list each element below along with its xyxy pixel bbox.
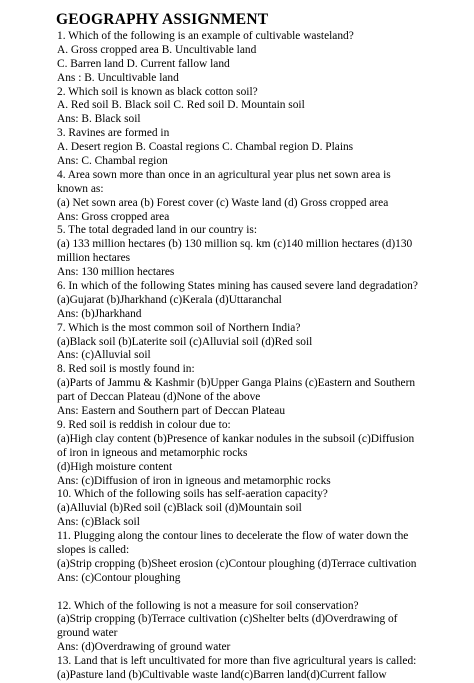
text-line: 6. In which of the following States mining has caused severe land degradation?	[57, 280, 418, 293]
text-line: Ans: (c)Contour ploughing	[57, 571, 181, 584]
text-line: (d)High moisture content	[57, 460, 173, 473]
document-title: GEOGRAPHY ASSIGNMENT	[56, 11, 269, 28]
text-line: Ans : B. Uncultivable land	[57, 71, 179, 84]
text-line: Ans: C. Chambal region	[57, 155, 168, 168]
text-line: A. Desert region B. Coastal regions C. Chambal region D. Plains	[57, 141, 354, 154]
text-line: Ans: (c)Alluvial soil	[57, 349, 151, 362]
text-line: million hectares	[57, 252, 131, 265]
text-line: ground water	[57, 627, 118, 640]
text-line: 13. Land that is left uncultivated for more than five agricultural years is called:	[57, 655, 417, 668]
text-line: 10. Which of the following soils has self-aeration capacity?	[57, 488, 328, 501]
text-line: 9. Red soil is reddish in colour due to:	[57, 418, 231, 431]
text-line: slopes is called:	[57, 543, 130, 556]
text-line: C. Barren land D. Current fallow land	[57, 57, 230, 70]
text-line: Ans: (c)Diffusion of iron in igneous and metamorphic rocks	[57, 474, 331, 487]
text-line: (a)Strip cropping (b)Terrace cultivation (c)Shelter belts (d)Overdrawing of	[57, 613, 398, 626]
question-list	[57, 30, 467, 683]
text-line: Ans: (c)Black soil	[57, 516, 140, 529]
blank-line	[57, 586, 467, 600]
text-line: 3. Ravines are formed in	[57, 127, 170, 140]
text-line: 7. Which is the most common soil of Northern India?	[57, 321, 301, 334]
text-line: known as:	[57, 182, 104, 195]
text-line: Ans: B. Black soil	[57, 113, 141, 126]
text-line: of iron in igneous and metamorphic rocks	[57, 446, 248, 459]
text-line: Ans: (b)Jharkhand	[57, 307, 142, 320]
text-line: 11. Plugging along the contour lines to decelerate the flow of water down the	[57, 530, 409, 543]
text-line: 1. Which of the following is an example of cultivable wasteland?	[57, 30, 354, 42]
text-line: (a)Pasture land (b)Cultivable waste land(c)Barren land(d)Current fallow	[57, 668, 387, 681]
text-line: Ans: (d)Overdrawing of ground water	[57, 641, 231, 654]
text-line: Ans: Eastern and Southern part of Deccan Plateau	[57, 405, 286, 418]
text-line: (a)Parts of Jammu & Kashmir (b)Upper Ganga Plains (c)Eastern and Southern	[57, 377, 416, 390]
text-line: part of Deccan Plateau (d)None of the above	[57, 391, 261, 404]
text-line: (a)Black soil (b)Laterite soil (c)Alluvial soil (d)Red soil	[57, 335, 313, 348]
text-line: 2. Which soil is known as black cotton soil?	[57, 85, 258, 98]
text-line: A. Gross cropped area B. Uncultivable land	[57, 43, 257, 56]
text-line: (a)High clay content (b)Presence of kankar nodules in the subsoil (c)Diffusion	[57, 432, 415, 445]
text-line: (a) 133 million hectares (b) 130 million sq. km (c)140 million hectares (d)130	[57, 238, 413, 251]
text-line: 12. Which of the following is not a measure for soil conservation?	[57, 599, 359, 612]
text-line: (a) Net sown area (b) Forest cover (c) Waste land (d) Gross cropped area	[57, 196, 389, 209]
text-line: A. Red soil B. Black soil C. Red soil D. Mountain soil	[57, 99, 305, 112]
text-line: Ans: Gross cropped area	[57, 210, 170, 223]
text-line: Ans: 130 million hectares	[57, 266, 175, 279]
text-line: (a)Gujarat (b)Jharkhand (c)Kerala (d)Uttaranchal	[57, 293, 282, 306]
text-line: 5. The total degraded land in our country is:	[57, 224, 258, 237]
text-line: 8. Red soil is mostly found in:	[57, 363, 195, 376]
text-line: (a)Strip cropping (b)Sheet erosion (c)Contour ploughing (d)Terrace cultivation	[57, 557, 417, 570]
text-line: (a)Alluvial (b)Red soil (c)Black soil (d)Mountain soil	[57, 502, 302, 515]
text-line: 4. Area sown more than once in an agricultural year plus net sown area is	[57, 168, 391, 181]
